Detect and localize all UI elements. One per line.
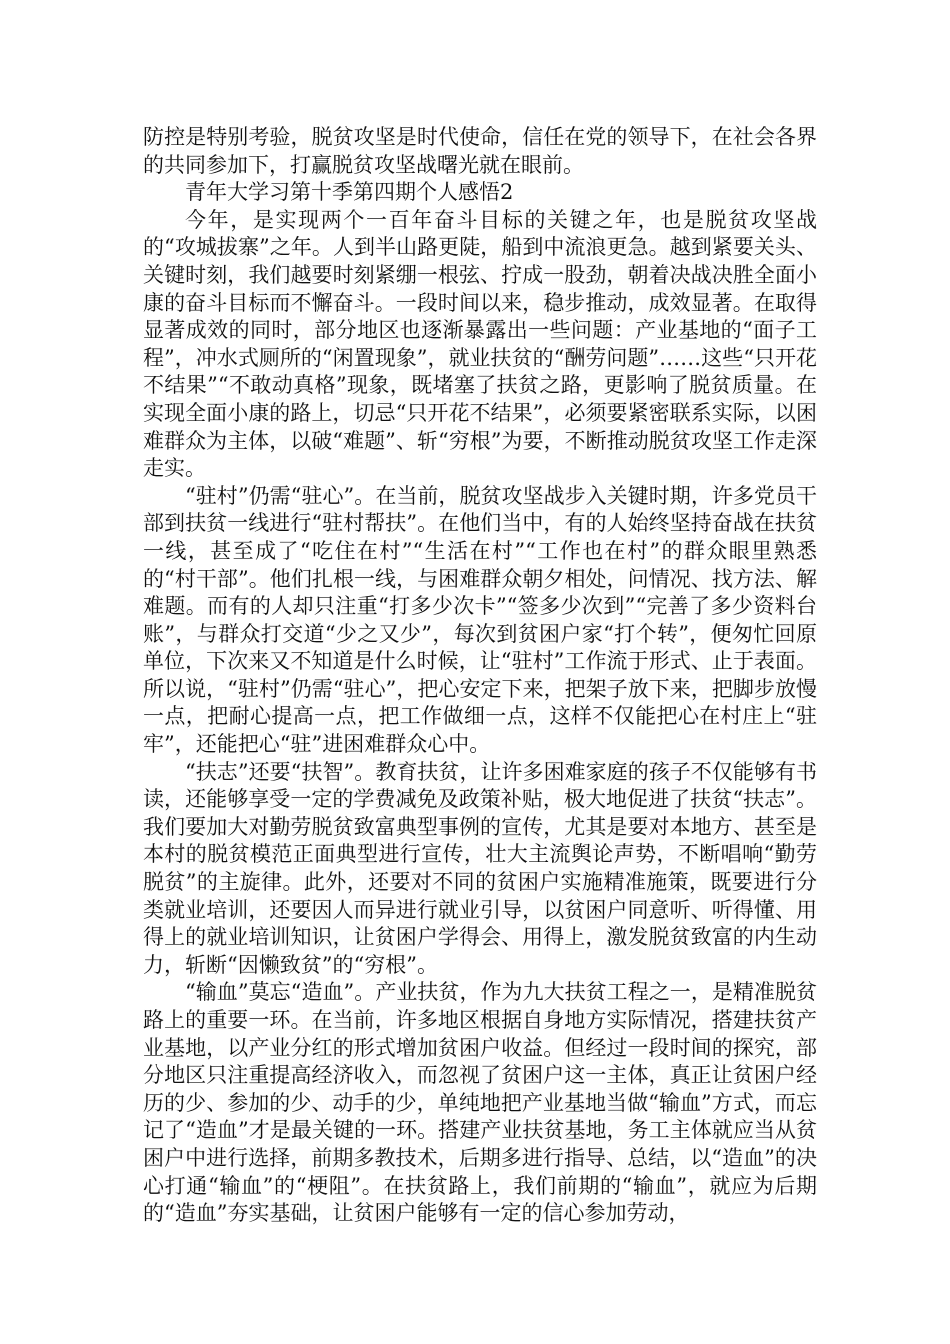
paragraph-3: “扶志”还要“扶智”。教育扶贫，让许多困难家庭的孩子不仅能够有书读，还能够享受一定的学费减免及政策补贴，极大地促进了扶贫“扶志”。我们要加大对勤劳脱贫致富典型事例的宣传，尤其是要对本地方、甚至是本村的脱贫模范正面典型进行宣传，壮大主流舆论声势，不断唱响“勤劳脱贫”的主旋律。此外，还要对不同的贫困户实施精准施策，既要进行分类就业培训，还要因人而异进行就业引导，以贫困户同意听、听得懂、用得上的就业培训知识，让贫困户学得会、用得上，激发脱贫致富的内生动力，斩断“因懒致贫”的“穷根”。 (143, 759, 817, 977)
document-page (143, 124, 817, 1228)
paragraph-1: 今年，是实现两个一百年奋斗目标的关键之年，也是脱贫攻坚战的“攻城拔寨”之年。人到半山路更陡，船到中流浪更急。越到紧要关头、关键时刻，我们越要时刻紧绷一根弦、拧成一股劲，朝着决战决胜全面小康的奋斗目标而不懈奋斗。一段时间以来，稳步推动，成效显著。在取得显著成效的同时，部分地区也逐渐暴露出一些问题：产业基地的“面子工程”，冲水式厕所的“闲置现象”，就业扶贫的“酬劳问题”……这些“只开花不结果”“不敢动真格”现象，既堵塞了扶贫之路，更影响了脱贫质量。在实现全面小康的路上，切忌“只开花不结果”，必须要紧密联系实际，以困难群众为主体，以破“难题”、斩“穷根”为要，不断推动脱贫攻坚工作走深走实。 (143, 207, 817, 481)
section-title: 青年大学习第十季第四期个人感悟2 (185, 180, 514, 205)
paragraph-4: “输血”莫忘“造血”。产业扶贫，作为九大扶贫工程之一，是精准脱贫路上的重要一环。在当前，许多地区根据自身地方实际情况，搭建扶贫产业基地，以产业分红的形式增加贫困户收益。但经过一段时间的探究，部分地区只注重提高经济收入，而忽视了贫困户这一主体，真正让贫困户经历的少、参加的少、动手的少，单纯地把产业基地当做“输血”方式，而忘记了“造血”才是最关键的一环。搭建产业扶贫基地，务工主体就应当从贫困户中进行选择，前期多教技术，后期多进行指导、总结，以“造血”的决心打通“输血”的“梗阻”。在扶贫路上，我们前期的“输血”，就应为后期的“造血”夯实基础，让贫困户能够有一定的信心参加劳动， (143, 980, 817, 1226)
intro-paragraph: 防控是特别考验，脱贫攻坚是时代使命，信任在党的领导下，在社会各界的共同参加下，打赢脱贫攻坚战曙光就在眼前。 (143, 125, 817, 177)
paragraph-2: “驻村”仍需“驻心”。在当前，脱贫攻坚战步入关键时期，许多党员干部到扶贫一线进行“驻村帮扶”。在他们当中，有的人始终坚持奋战在扶贫一线，甚至成了“吃住在村”“生活在村”“工作也在村”的群众眼里熟悉的“村干部”。他们扎根一线，与困难群众朝夕相处，问情况、找方法、解难题。而有的人却只注重“打多少次卡”“签多少次到”“完善了多少资料台账”，与群众打交道“少之又少”，每次到贫困户家“打个转”，便匆忙回原单位，下次来又不知道是什么时候，让“驻村”工作流于形式、止于表面。所以说，“驻村”仍需“驻心”，把心安定下来，把架子放下来，把脚步放慢一点，把耐心提高一点，把工作做细一点，这样不仅能把心在村庄上“驻牢”，还能把心“驻”进困难群众心中。 (143, 483, 817, 757)
